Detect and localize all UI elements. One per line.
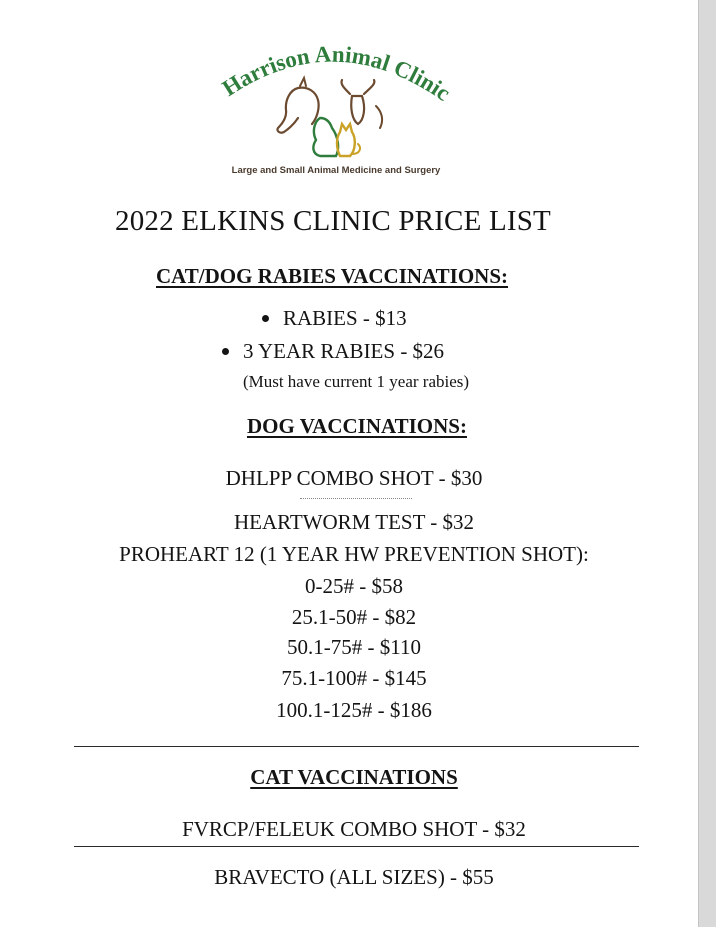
bullet-icon bbox=[222, 348, 229, 355]
section-divider bbox=[74, 746, 639, 747]
page-title: 2022 ELKINS CLINIC PRICE LIST bbox=[115, 205, 551, 237]
clinic-logo-graphic bbox=[190, 28, 480, 168]
clinic-logo bbox=[190, 28, 480, 188]
proheart-price-row: 50.1-75# - $110 bbox=[287, 635, 421, 659]
bravecto-price: BRAVECTO (ALL SIZES) - $55 bbox=[214, 865, 494, 889]
cat-icon bbox=[337, 124, 355, 156]
rabies-item bbox=[262, 305, 407, 331]
section-divider bbox=[74, 846, 639, 847]
proheart-price-row: 100.1-125# - $186 bbox=[276, 698, 432, 722]
proheart-price-row: 0-25# - $58 bbox=[305, 574, 403, 598]
cat-heading: CAT VACCINATIONS bbox=[250, 765, 458, 789]
proheart-title: PROHEART 12 (1 YEAR HW PREVENTION SHOT): bbox=[119, 542, 589, 566]
clinic-name-arc: Harrison Animal Clinic bbox=[217, 41, 455, 106]
rabies-item-label: RABIES - $13 bbox=[283, 306, 407, 330]
heartworm-price: HEARTWORM TEST - $32 bbox=[233, 510, 475, 534]
dhlpp-price: DHLPP COMBO SHOT - $30 bbox=[225, 466, 483, 490]
bullet-icon bbox=[262, 315, 269, 322]
fvrcp-price: FVRCP/FELEUK COMBO SHOT - $32 bbox=[182, 817, 526, 841]
three-year-rabies-item bbox=[222, 338, 444, 364]
three-year-rabies-label: 3 YEAR RABIES - $26 bbox=[243, 339, 445, 363]
rabies-note: (Must have current 1 year rabies) bbox=[242, 372, 470, 391]
rabies-heading: CAT/DOG RABIES VACCINATIONS: bbox=[155, 264, 509, 288]
horse-icon bbox=[277, 88, 318, 133]
dog-heading: DOG VACCINATIONS: bbox=[247, 414, 467, 438]
cow-icon bbox=[341, 80, 374, 124]
proheart-price-row: 25.1-50# - $82 bbox=[291, 605, 417, 629]
dog-icon bbox=[313, 118, 338, 156]
proheart-price-row: 75.1-100# - $145 bbox=[281, 666, 427, 690]
clinic-tagline: Large and Small Animal Medicine and Surgery bbox=[231, 165, 441, 176]
dotted-divider bbox=[300, 498, 412, 499]
